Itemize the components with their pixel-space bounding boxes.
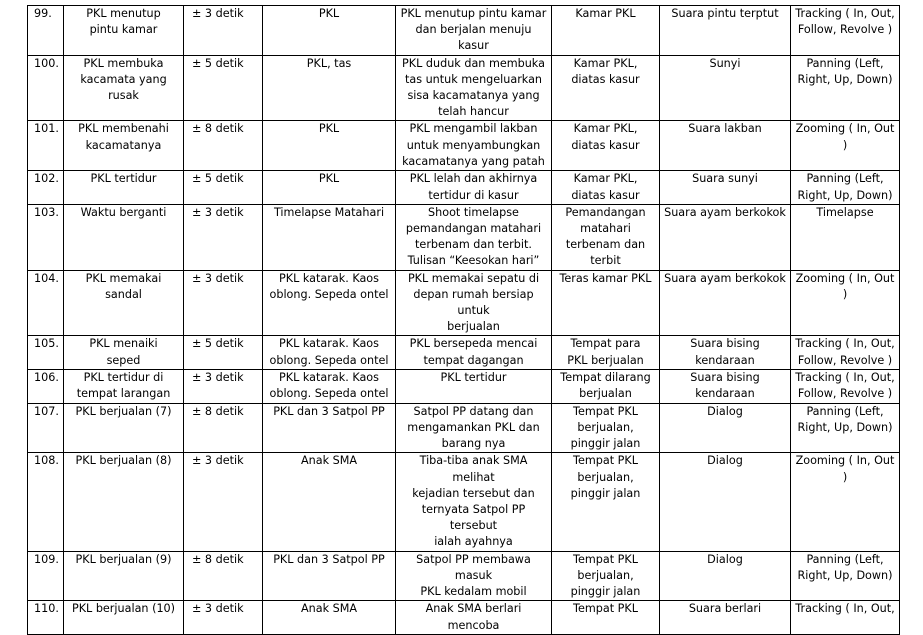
scene-location: Tempat para PKL berjualan bbox=[552, 336, 660, 369]
table-row bbox=[28, 403, 900, 453]
scene-location: Kamar PKL, diatas kasur bbox=[552, 121, 660, 171]
scene-cast: PKL dan 3 Satpol PP bbox=[263, 403, 396, 453]
scene-location: Kamar PKL, diatas kasur bbox=[552, 55, 660, 121]
scene-number: 104. bbox=[28, 270, 64, 336]
scene-sound: Suara ayam berkokok bbox=[660, 204, 791, 270]
scene-description: PKL tertidur bbox=[64, 171, 184, 204]
scene-cast: Anak SMA bbox=[263, 453, 396, 551]
scene-duration: ± 5 detik bbox=[184, 336, 263, 369]
scene-location: Kamar PKL bbox=[552, 6, 660, 56]
scene-camera: Tracking ( In, Out, Follow, Revolve ) bbox=[791, 6, 900, 56]
scene-action: Satpol PP datang dan mengamankan PKL dan barang nya bbox=[396, 403, 552, 453]
scene-description: PKL berjualan (10) bbox=[64, 601, 184, 634]
scene-number: 110. bbox=[28, 601, 64, 634]
scene-location: Tempat PKL berjualan, pinggir jalan bbox=[552, 453, 660, 551]
table-row bbox=[28, 453, 900, 551]
scene-number: 103. bbox=[28, 204, 64, 270]
scene-duration: ± 8 detik bbox=[184, 403, 263, 453]
scene-duration: ± 3 detik bbox=[184, 369, 263, 403]
scene-cast: Timelapse Matahari bbox=[263, 204, 396, 270]
scene-camera: Zooming ( In, Out ) bbox=[791, 121, 900, 171]
scene-camera: Tracking ( In, Out, Follow, Revolve ) bbox=[791, 369, 900, 403]
scene-action: PKL tertidur bbox=[396, 369, 552, 403]
scene-description: PKL menutup pintu kamar bbox=[64, 6, 184, 56]
table-body bbox=[28, 6, 900, 635]
scene-action: PKL bersepeda mencai tempat dagangan bbox=[396, 336, 552, 369]
scene-cast: PKL, tas bbox=[263, 55, 396, 121]
table-row bbox=[28, 270, 900, 336]
scene-location: Tempat PKL berjualan, pinggir jalan bbox=[552, 403, 660, 453]
scene-sound: Suara bising kendaraan bbox=[660, 336, 791, 369]
scene-description: PKL berjualan (8) bbox=[64, 453, 184, 551]
scene-location: Tempat PKL berjualan, pinggir jalan bbox=[552, 551, 660, 601]
scene-action: Anak SMA berlari mencoba bbox=[396, 601, 552, 634]
scene-description: PKL berjualan (7) bbox=[64, 403, 184, 453]
scene-camera: Zooming ( In, Out ) bbox=[791, 270, 900, 336]
scene-number: 105. bbox=[28, 336, 64, 369]
scene-camera: Tracking ( In, Out, Follow, Revolve ) bbox=[791, 336, 900, 369]
scene-cast: Anak SMA bbox=[263, 601, 396, 634]
scene-number: 100. bbox=[28, 55, 64, 121]
table-row bbox=[28, 601, 900, 634]
scene-description: Waktu berganti bbox=[64, 204, 184, 270]
table-row bbox=[28, 171, 900, 204]
scene-duration: ± 5 detik bbox=[184, 171, 263, 204]
scene-action: PKL lelah dan akhirnya tertidur di kasur bbox=[396, 171, 552, 204]
scene-sound: Suara bising kendaraan bbox=[660, 369, 791, 403]
scene-number: 101. bbox=[28, 121, 64, 171]
scene-duration: ± 5 detik bbox=[184, 55, 263, 121]
scene-location: Kamar PKL, diatas kasur bbox=[552, 171, 660, 204]
scene-camera: Panning (Left, Right, Up, Down) bbox=[791, 551, 900, 601]
scene-camera: Timelapse bbox=[791, 204, 900, 270]
scene-sound: Dialog bbox=[660, 453, 791, 551]
scene-cast: PKL katarak. Kaos oblong. Sepeda ontel bbox=[263, 270, 396, 336]
scene-action: Shoot timelapse pemandangan matahari terbenam dan terbit. Tulisan “Keesokan hari” bbox=[396, 204, 552, 270]
scene-camera: Zooming ( In, Out ) bbox=[791, 453, 900, 551]
scene-sound: Suara lakban bbox=[660, 121, 791, 171]
table-row bbox=[28, 369, 900, 403]
scene-number: 106. bbox=[28, 369, 64, 403]
scene-action: Satpol PP membawa masuk PKL kedalam mobil bbox=[396, 551, 552, 601]
scene-sound: Suara berlari bbox=[660, 601, 791, 634]
scene-duration: ± 3 detik bbox=[184, 270, 263, 336]
scene-camera: Tracking ( In, Out, bbox=[791, 601, 900, 634]
scene-sound: Suara sunyi bbox=[660, 171, 791, 204]
scene-number: 108. bbox=[28, 453, 64, 551]
scene-location: Pemandangan matahari terbenam dan terbit bbox=[552, 204, 660, 270]
scene-description: PKL tertidur di tempat larangan bbox=[64, 369, 184, 403]
scene-description: PKL menaiki seped bbox=[64, 336, 184, 369]
scene-action: PKL menutup pintu kamar dan berjalan menuju kasur bbox=[396, 6, 552, 56]
scene-cast: PKL bbox=[263, 121, 396, 171]
scene-sound: Dialog bbox=[660, 551, 791, 601]
scene-cast: PKL bbox=[263, 171, 396, 204]
scene-location: Tempat PKL bbox=[552, 601, 660, 634]
scene-cast: PKL katarak. Kaos oblong. Sepeda ontel bbox=[263, 369, 396, 403]
table-row bbox=[28, 6, 900, 56]
storyboard-table bbox=[27, 5, 900, 635]
scene-number: 102. bbox=[28, 171, 64, 204]
scene-description: PKL membuka kacamata yang rusak bbox=[64, 55, 184, 121]
scene-number: 109. bbox=[28, 551, 64, 601]
table-row bbox=[28, 55, 900, 121]
scene-sound: Suara ayam berkokok bbox=[660, 270, 791, 336]
table-row bbox=[28, 204, 900, 270]
scene-description: PKL memakai sandal bbox=[64, 270, 184, 336]
scene-action: PKL memakai sepatu di depan rumah bersiap untuk berjualan bbox=[396, 270, 552, 336]
scene-location: Tempat dilarang berjualan bbox=[552, 369, 660, 403]
scene-duration: ± 8 detik bbox=[184, 551, 263, 601]
scene-duration: ± 3 detik bbox=[184, 204, 263, 270]
scene-camera: Panning (Left, Right, Up, Down) bbox=[791, 403, 900, 453]
scene-action: PKL mengambil lakban untuk menyambungkan kacamatanya yang patah bbox=[396, 121, 552, 171]
scene-duration: ± 8 detik bbox=[184, 121, 263, 171]
scene-sound: Dialog bbox=[660, 403, 791, 453]
scene-cast: PKL bbox=[263, 6, 396, 56]
scene-cast: PKL katarak. Kaos oblong. Sepeda ontel bbox=[263, 336, 396, 369]
table-row bbox=[28, 551, 900, 601]
scene-sound: Sunyi bbox=[660, 55, 791, 121]
table-row bbox=[28, 121, 900, 171]
scene-camera: Panning (Left, Right, Up, Down) bbox=[791, 171, 900, 204]
scene-action: Tiba-tiba anak SMA melihat kejadian tersebut dan ternyata Satpol PP tersebut ialah ayahnya bbox=[396, 453, 552, 551]
scene-duration: ± 3 detik bbox=[184, 6, 263, 56]
scene-duration: ± 3 detik bbox=[184, 453, 263, 551]
scene-number: 99. bbox=[28, 6, 64, 56]
scene-camera: Panning (Left, Right, Up, Down) bbox=[791, 55, 900, 121]
scene-sound: Suara pintu terptut bbox=[660, 6, 791, 56]
table-row bbox=[28, 336, 900, 369]
scene-duration: ± 3 detik bbox=[184, 601, 263, 634]
scene-number: 107. bbox=[28, 403, 64, 453]
scene-description: PKL berjualan (9) bbox=[64, 551, 184, 601]
scene-location: Teras kamar PKL bbox=[552, 270, 660, 336]
scene-description: PKL membenahi kacamatanya bbox=[64, 121, 184, 171]
scene-cast: PKL dan 3 Satpol PP bbox=[263, 551, 396, 601]
scene-action: PKL duduk dan membuka tas untuk mengeluarkan sisa kacamatanya yang telah hancur bbox=[396, 55, 552, 121]
